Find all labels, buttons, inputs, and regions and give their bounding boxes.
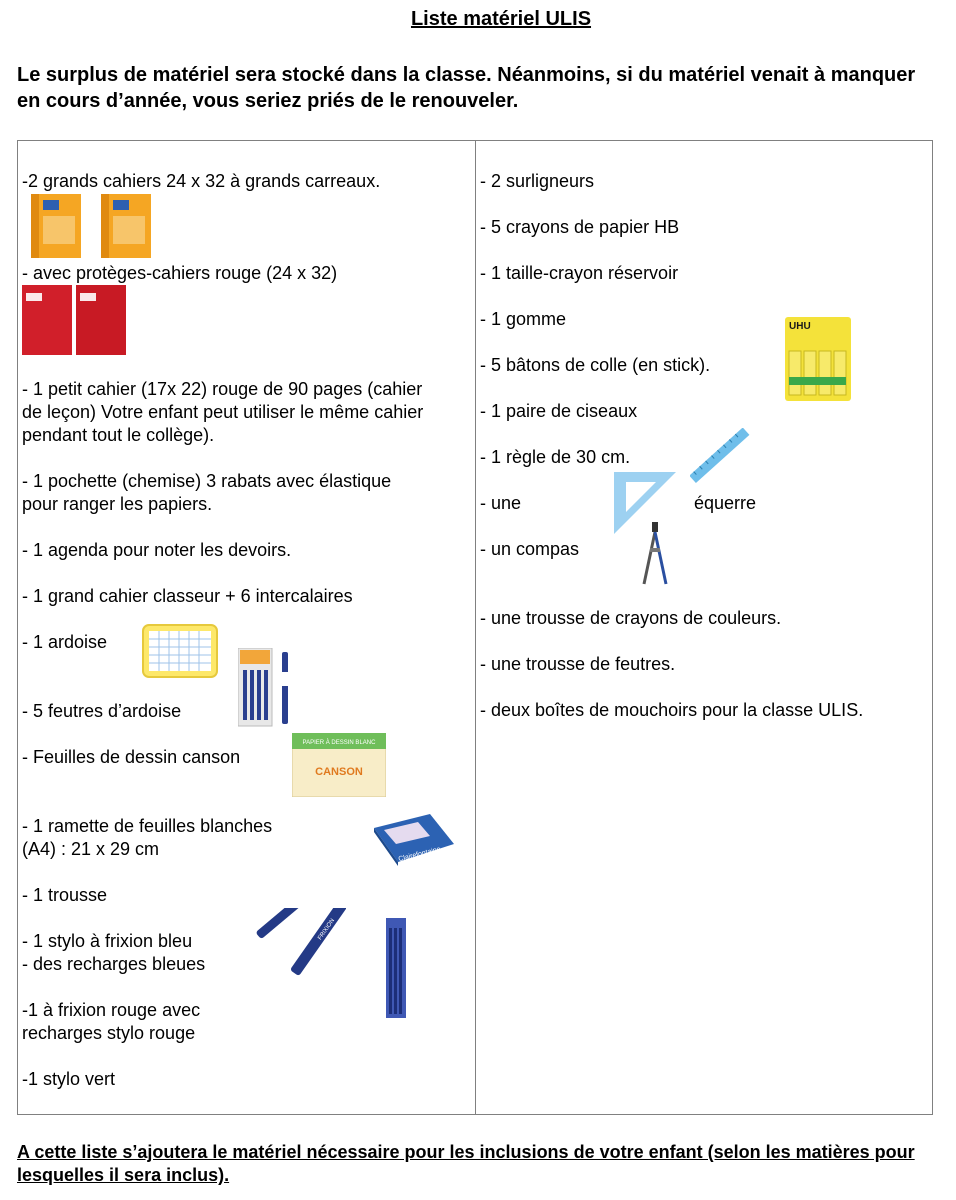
right-item-colle: - 5 bâtons de colle (en stick). (480, 355, 711, 375)
right-item-gomme: - 1 gomme (480, 309, 567, 329)
left-item-frixion-rouge-l1: -1 à frixion rouge avec (22, 1000, 201, 1020)
right-item-equerre: équerre (694, 493, 757, 513)
left-item-feutres-ardoise: - 5 feutres d’ardoise (22, 701, 182, 721)
right-item-surligneurs: - 2 surligneurs (480, 171, 595, 191)
left-item-pochette-l1: - 1 pochette (chemise) 3 rabats avec élastique (22, 471, 392, 491)
compass-image (640, 522, 670, 586)
slate-markers-image (238, 648, 294, 728)
page-title: Liste matériel ULIS (410, 8, 592, 30)
left-item-ramette-l2: (A4) : 21 x 29 cm (22, 839, 160, 859)
right-item-crayons-couleurs: - une trousse de crayons de couleurs. (480, 608, 782, 628)
right-item-crayons: - 5 crayons de papier HB (480, 217, 680, 237)
left-item-frixion-rouge-l2: recharges stylo rouge (22, 1023, 196, 1043)
left-item-petit-cahier-l3: pendant tout le collège). (22, 425, 215, 445)
glue-sticks-image (785, 317, 851, 401)
left-item-ramette-l1: - 1 ramette de feuilles blanches (22, 816, 273, 836)
right-item-regle: - 1 règle de 30 cm. (480, 447, 631, 467)
notebook-image-1 (31, 194, 81, 258)
frixion-pens-image (250, 908, 346, 1024)
left-item-agenda: - 1 agenda pour noter les devoirs. (22, 540, 292, 560)
clairefontaine-text: Clairefontaine (397, 845, 442, 864)
left-item-classeur: - 1 grand cahier classeur + 6 intercalaires (22, 586, 353, 606)
left-item-stylo-bleu-l2: - des recharges bleues (22, 954, 206, 974)
right-item-ciseaux: - 1 paire de ciseaux (480, 401, 638, 421)
right-item-feutres: - une trousse de feutres. (480, 654, 676, 674)
right-item-une: - une (480, 493, 522, 513)
right-item-taille-crayon: - 1 taille-crayon réservoir (480, 263, 679, 283)
left-item-stylo-bleu-l1: - 1 stylo à frixion bleu (22, 931, 193, 951)
intro-notice: Le surplus de matériel sera stocké dans la classe. Néanmoins, si du matériel venait à manquer en cours d’année, vous seriez priés de le renouveler. (17, 64, 916, 112)
red-covers-image (22, 285, 128, 355)
paper-ream-image (370, 810, 456, 866)
canson-header-text: PAPIER À DESSIN BLANC (302, 740, 376, 746)
left-item-petit-cahier-l1: - 1 petit cahier (17x 22) rouge de 90 pages (cahier (22, 379, 423, 399)
canson-brand-text: CANSON (315, 766, 363, 778)
notebook-image-2 (101, 194, 151, 258)
slate-image (142, 624, 218, 678)
left-item-canson: - Feuilles de dessin canson (22, 747, 241, 767)
left-item-stylo-vert: -1 stylo vert (22, 1069, 116, 1089)
frixion-label-text: FRIXION (317, 917, 337, 942)
uhu-brand-text: UHU (789, 321, 811, 332)
left-item-pochette-l2: pour ranger les papiers. (22, 494, 213, 514)
left-item-ardoise: - 1 ardoise (22, 632, 108, 652)
right-item-mouchoirs: - deux boîtes de mouchoirs pour la classe ULIS. (480, 700, 864, 720)
canson-pad-image (292, 733, 386, 797)
left-item-cahiers: -2 grands cahiers 24 x 32 à grands carreaux. (22, 171, 381, 191)
refills-image (384, 918, 408, 1020)
right-item-compas: - un compas (480, 539, 580, 559)
left-item-trousse: - 1 trousse (22, 885, 108, 905)
left-item-petit-cahier-l2: de leçon) Votre enfant peut utiliser le même cahier (22, 402, 424, 422)
ruler-image (690, 428, 750, 484)
column-divider (475, 140, 476, 1115)
left-item-protege: - avec protèges-cahiers rouge (24 x 32) (22, 263, 338, 283)
footer-note: A cette liste s’ajoutera le matériel nécessaire pour les inclusions de votre enfant (selon les matières pour lesquelles il sera inclus). (17, 1142, 915, 1185)
